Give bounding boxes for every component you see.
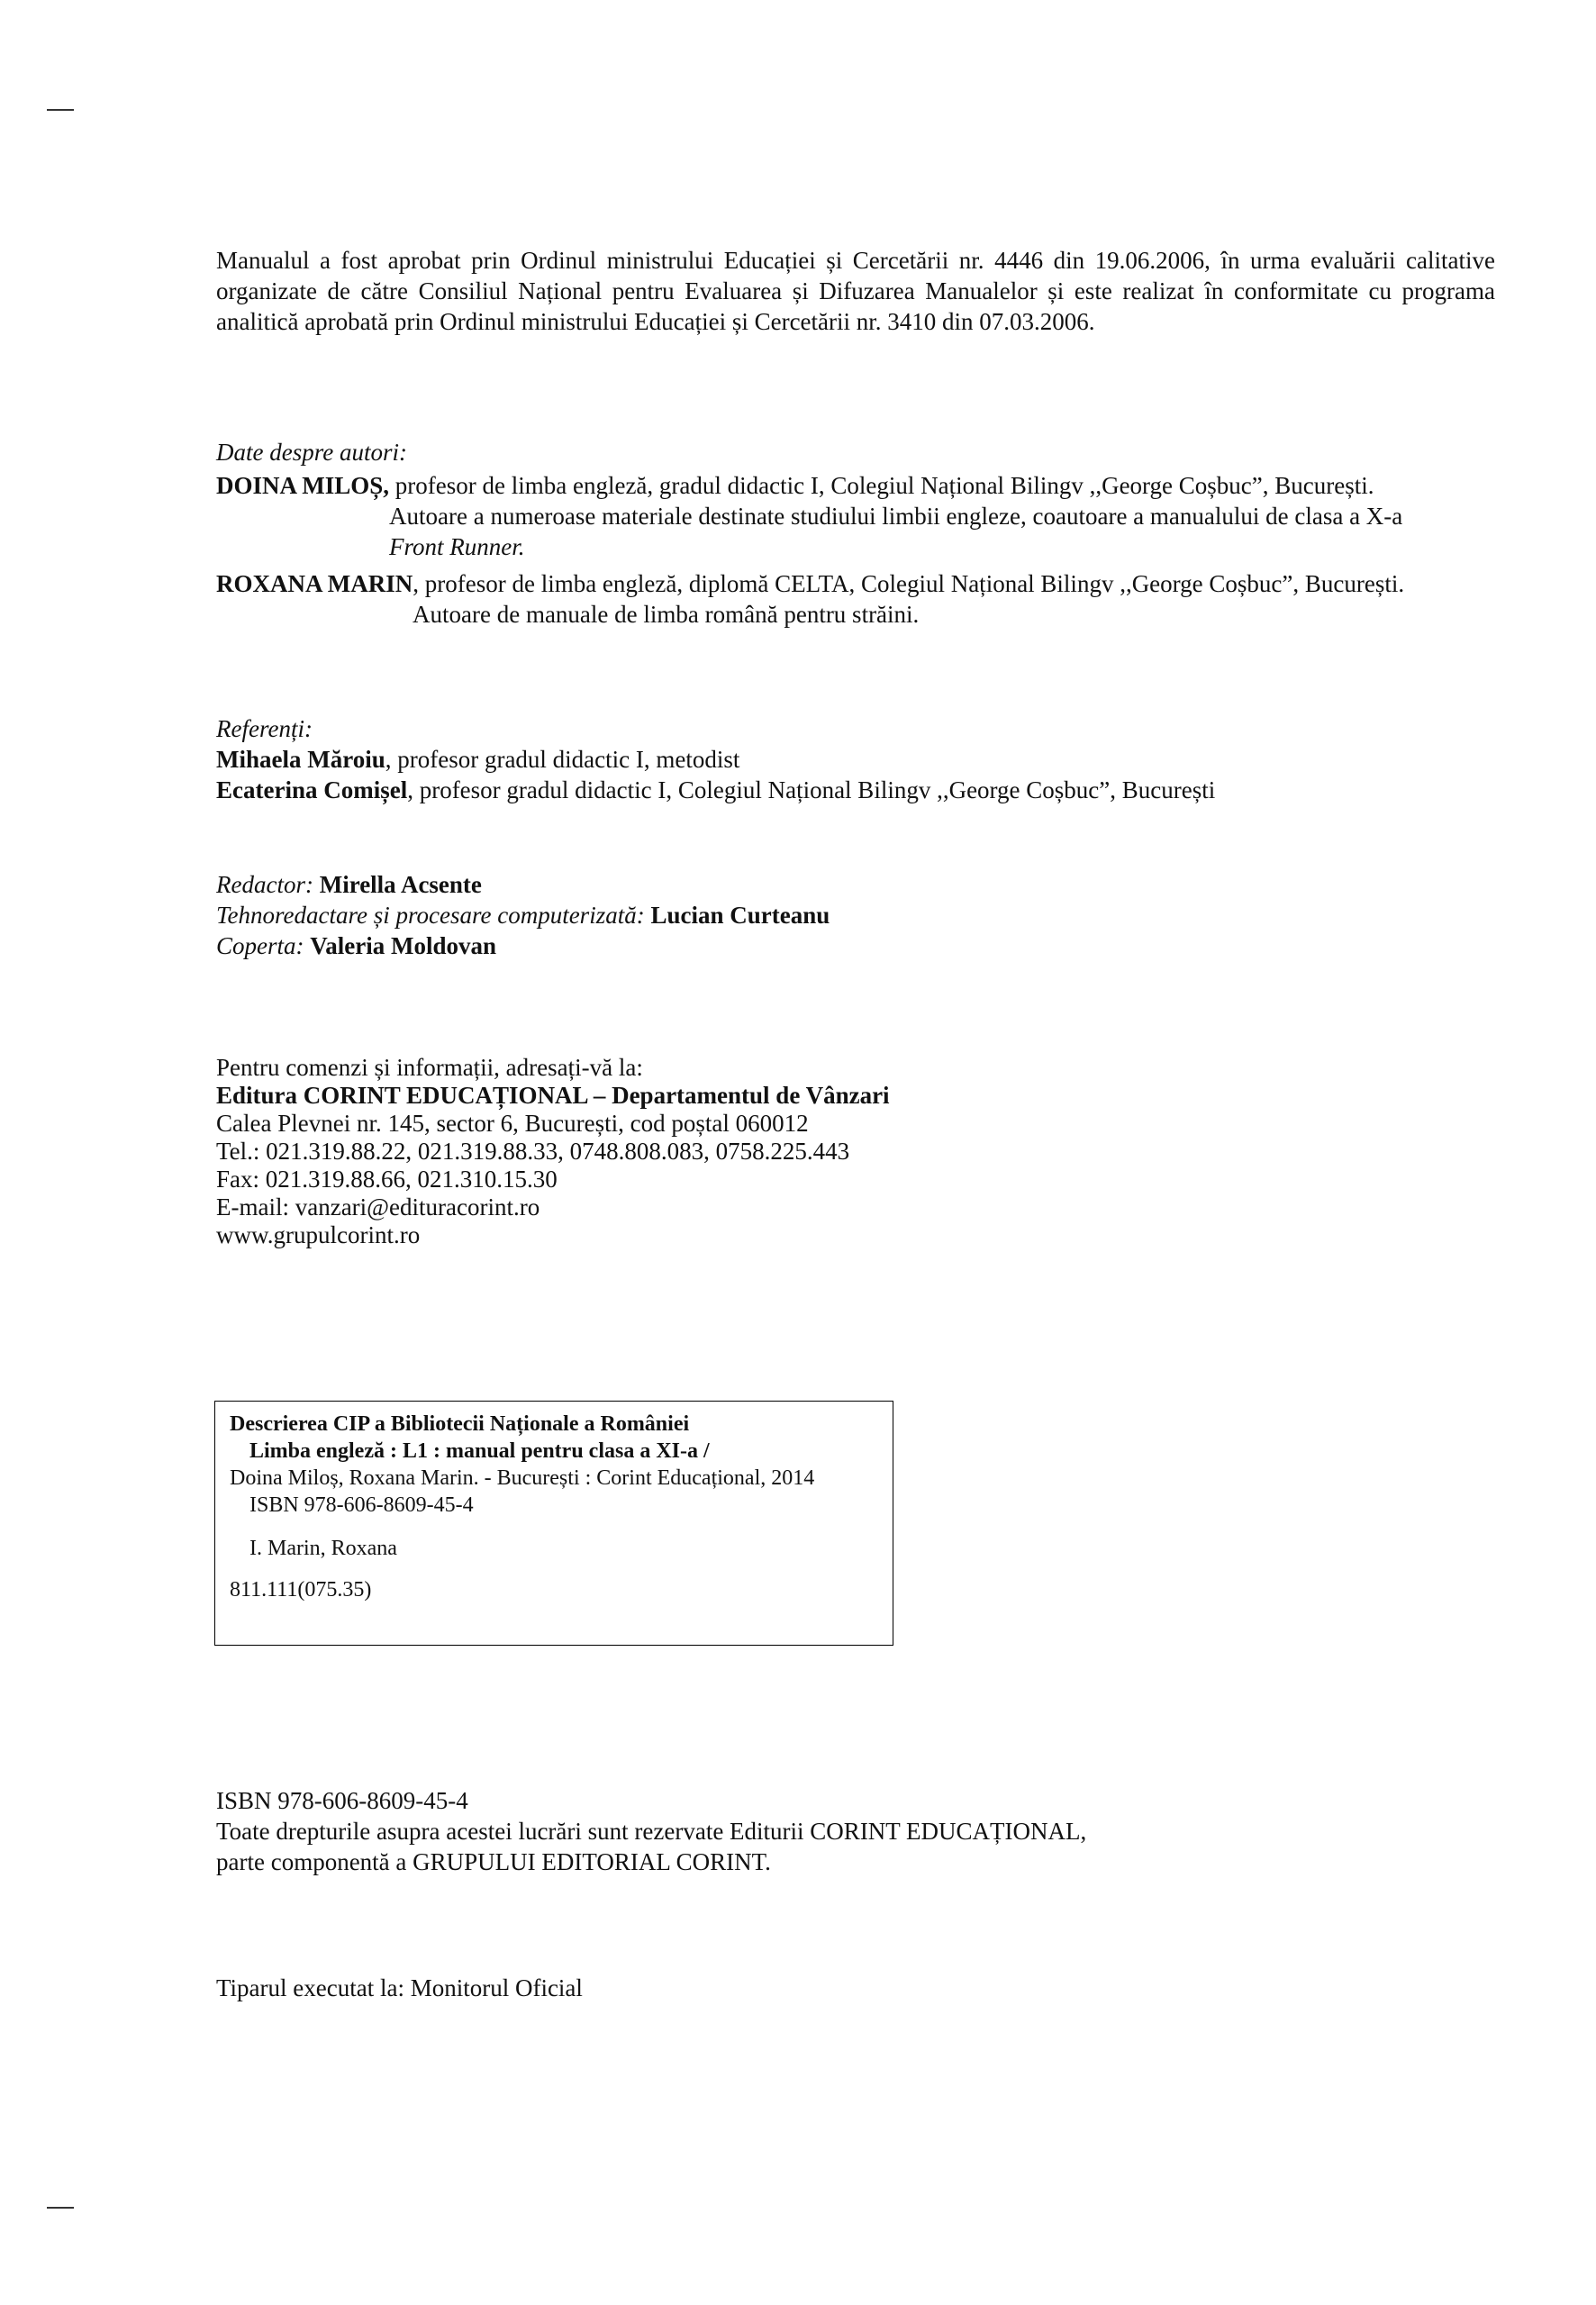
credit-dtp-name: Lucian Curteanu (650, 902, 830, 929)
cip-description-box (214, 1401, 893, 1646)
credit-cover (216, 930, 830, 961)
credit-dtp (216, 900, 830, 930)
rights-isbn: ISBN 978-606-8609-45-4 (216, 1787, 468, 1814)
crop-mark-bottom (47, 2207, 74, 2209)
credit-cover-label: Coperta: (216, 932, 304, 959)
contact-email: E-mail: vanzari@edituracorint.ro (216, 1193, 540, 1221)
author-1-extra: Autoare a numeroase materiale destinate studiului limbii engleze, coautoare a manualului de clasa a X-a (389, 503, 1403, 530)
credit-editor-label: Redactor: (216, 871, 313, 898)
cip-book-title: Limba engleză : L1 : manual pentru clasa a XI-a / (249, 1439, 710, 1463)
authors-heading: Date despre autori: (216, 439, 407, 466)
referee-1 (216, 744, 1215, 775)
author-2-info: , profesor de limba engleză, diplomă CELTA, Colegiul Național Bilingv ,,George Coșbuc”, București. (413, 570, 1405, 597)
author-2-extra: Autoare de manuale de limba română pentru străini. (413, 601, 920, 628)
authors-section (216, 437, 1404, 630)
cip-entry: I. Marin, Roxana (249, 1537, 397, 1560)
cip-udc: 811.111(075.35) (230, 1578, 372, 1602)
crop-mark-top (47, 109, 74, 111)
author-1-name: DOINA MILOȘ, (216, 472, 390, 499)
credit-editor-name: Mirella Acsente (319, 871, 482, 898)
rights-line-2: parte componentă a GRUPULUI EDITORIAL CORINT. (216, 1848, 771, 1875)
referees-heading: Referenți: (216, 715, 313, 742)
contact-intro: Pentru comenzi și informații, adresați-vă la: (216, 1054, 643, 1081)
contact-section (216, 1054, 890, 1249)
referee-2-info: , profesor gradul didactic I, Colegiul Național Bilingv ,,George Coșbuc”, București (407, 776, 1216, 803)
author-1 (216, 470, 1404, 501)
referee-2 (216, 775, 1215, 805)
rights-line-1: Toate drepturile asupra acestei lucrări sunt rezervate Editurii CORINT EDUCAȚIONAL, (216, 1818, 1087, 1845)
cip-isbn: ISBN 978-606-8609-45-4 (249, 1493, 474, 1517)
contact-tel: Tel.: 021.319.88.22, 021.319.88.33, 0748.808.083, 0758.225.443 (216, 1138, 850, 1165)
referees-section (216, 713, 1215, 805)
contact-fax: Fax: 021.319.88.66, 021.310.15.30 (216, 1166, 558, 1193)
rights-section (216, 1785, 1086, 1877)
contact-web: www.grupulcorint.ro (216, 1221, 421, 1248)
referee-1-info: , profesor gradul didactic I, metodist (385, 746, 740, 773)
cip-title: Descrierea CIP a Bibliotecii Naționale a României (230, 1412, 690, 1436)
contact-address: Calea Plevnei nr. 145, sector 6, București, cod poștal 060012 (216, 1110, 809, 1137)
credit-cover-name: Valeria Moldovan (310, 932, 497, 959)
referee-1-name: Mihaela Măroiu (216, 746, 385, 773)
referee-2-name: Ecaterina Comișel (216, 776, 408, 803)
approval-paragraph: Manualul a fost aprobat prin Ordinul ministrului Educației și Cercetării nr. 4446 din 19.06.2006, în urma evaluării calitative organizate de către Consiliul Național pentru Evaluarea și Difuzarea Manualelor și este realizat în conformitate cu programa analitică aprobată prin Ordinul ministrului Educației și Cercetării nr. 3410 din 07.03.2006. (216, 247, 1495, 335)
author-2-name: ROXANA MARIN (216, 570, 413, 597)
credit-dtp-label: Tehnoredactare și procesare computerizată: (216, 902, 645, 929)
author-1-book: Front Runner. (389, 533, 525, 560)
printing-info: Tiparul executat la: Monitorul Oficial (216, 1974, 583, 2001)
credits-section (216, 869, 830, 961)
author-1-info: profesor de limba engleză, gradul didactic I, Colegiul Național Bilingv ,,George Coșbuc”, București. (389, 472, 1374, 499)
author-2 (216, 568, 1404, 599)
cip-authors: Doina Miloș, Roxana Marin. - București : Corint Educațional, 2014 (230, 1466, 815, 1490)
contact-publisher: Editura CORINT EDUCAȚIONAL – Departamentul de Vânzari (216, 1082, 890, 1109)
credit-editor (216, 869, 830, 900)
